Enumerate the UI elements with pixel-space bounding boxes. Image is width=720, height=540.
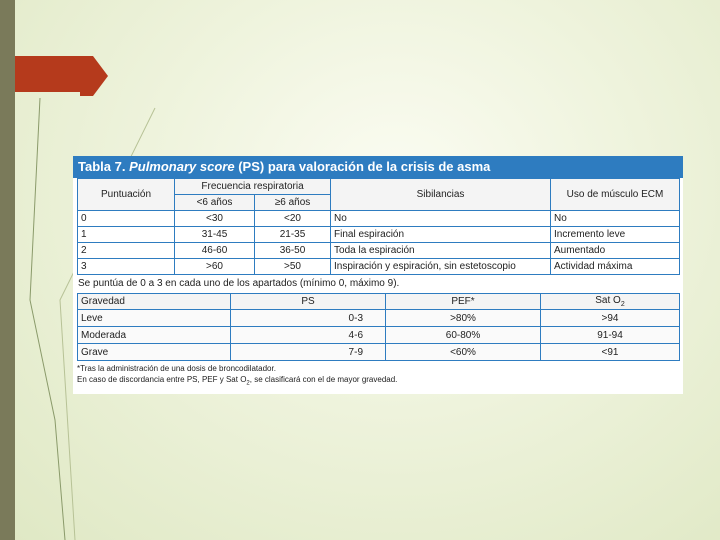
- cell-mayor6: >50: [255, 259, 331, 275]
- footnote-line1: *Tras la administración de una dosis de broncodilatador.: [77, 364, 276, 373]
- cell-sibilancias: No: [331, 211, 551, 227]
- cell-sibilancias: Inspiración y espiración, sin estetoscopio: [331, 259, 551, 275]
- table-row: [78, 344, 680, 361]
- table-title-rest: (PS) para valoración de la crisis de asma: [238, 159, 491, 174]
- cell-sibilancias: Final espiración: [331, 227, 551, 243]
- table-row: [78, 310, 680, 327]
- cell-gravedad: Grave: [78, 344, 231, 361]
- header-pef: PEF*: [386, 294, 541, 310]
- header-puntuacion: Puntuación: [78, 179, 175, 211]
- cell-mayor6: 36-50: [255, 243, 331, 259]
- cell-sibilancias: Toda la espiración: [331, 243, 551, 259]
- table-title: [73, 156, 683, 178]
- severity-table: [77, 293, 680, 361]
- cell-puntuacion: 1: [78, 227, 175, 243]
- table-row: [78, 259, 680, 275]
- cell-pef: >80%: [386, 310, 541, 327]
- cell-mayor6: 21-35: [255, 227, 331, 243]
- slide-side-bar: [0, 0, 15, 540]
- cell-gravedad: Moderada: [78, 327, 231, 344]
- footnote-line2-subscript: 2: [246, 380, 250, 387]
- decorative-line: [30, 98, 65, 540]
- table-row: [78, 227, 680, 243]
- cell-sat: >94: [541, 310, 680, 327]
- header-gravedad: Gravedad: [78, 294, 231, 310]
- table-title-italic: Pulmonary score: [129, 159, 235, 174]
- cell-menor6: 46-60: [175, 243, 255, 259]
- table-row: [78, 211, 680, 227]
- footnote-line2-start: En caso de discordancia entre PS, PEF y Sat O: [77, 375, 247, 384]
- cell-musculo: Aumentado: [551, 243, 680, 259]
- cell-pef: <60%: [386, 344, 541, 361]
- cell-musculo: No: [551, 211, 680, 227]
- table-row: [78, 243, 680, 259]
- cell-mayor6: <20: [255, 211, 331, 227]
- cell-menor6: 31-45: [175, 227, 255, 243]
- header-sibilancias: Sibilancias: [331, 179, 551, 211]
- header-sat-subscript: 2: [620, 301, 625, 308]
- header-menor6: <6 años: [175, 195, 255, 211]
- cell-sat: 91-94: [541, 327, 680, 344]
- title-tab-accent: [15, 56, 108, 96]
- table-title-prefix: Tabla 7.: [78, 159, 126, 174]
- cell-ps: 7-9: [231, 344, 386, 361]
- cell-puntuacion: 3: [78, 259, 175, 275]
- cell-puntuacion: 2: [78, 243, 175, 259]
- cell-musculo: Actividad máxima: [551, 259, 680, 275]
- footnote-line2: [77, 374, 679, 390]
- header-ps: PS: [231, 294, 386, 310]
- cell-menor6: <30: [175, 211, 255, 227]
- cell-menor6: >60: [175, 259, 255, 275]
- header-musculo: Uso de músculo ECM: [551, 179, 680, 211]
- asthma-score-table-card: [73, 156, 683, 394]
- header-mayor6: ≥6 años: [255, 195, 331, 211]
- cell-puntuacion: 0: [78, 211, 175, 227]
- cell-ps: 4-6: [231, 327, 386, 344]
- cell-ps: 0-3: [231, 310, 386, 327]
- cell-sat: <91: [541, 344, 680, 361]
- table-row: [78, 327, 680, 344]
- pulmonary-score-table: [77, 178, 680, 275]
- footnote-line2-end: , se clasificará con el de mayor gravedad.: [249, 375, 398, 384]
- header-sat-label: Sat O: [595, 295, 621, 306]
- header-frecuencia: Frecuencia respiratoria: [175, 179, 331, 195]
- cell-musculo: Incremento leve: [551, 227, 680, 243]
- footnotes: [77, 363, 679, 390]
- cell-pef: 60-80%: [386, 327, 541, 344]
- score-note: Se puntúa de 0 a 3 en cada uno de los apartados (mínimo 0, máximo 9).: [78, 278, 400, 289]
- header-sat: [541, 294, 680, 310]
- cell-gravedad: Leve: [78, 310, 231, 327]
